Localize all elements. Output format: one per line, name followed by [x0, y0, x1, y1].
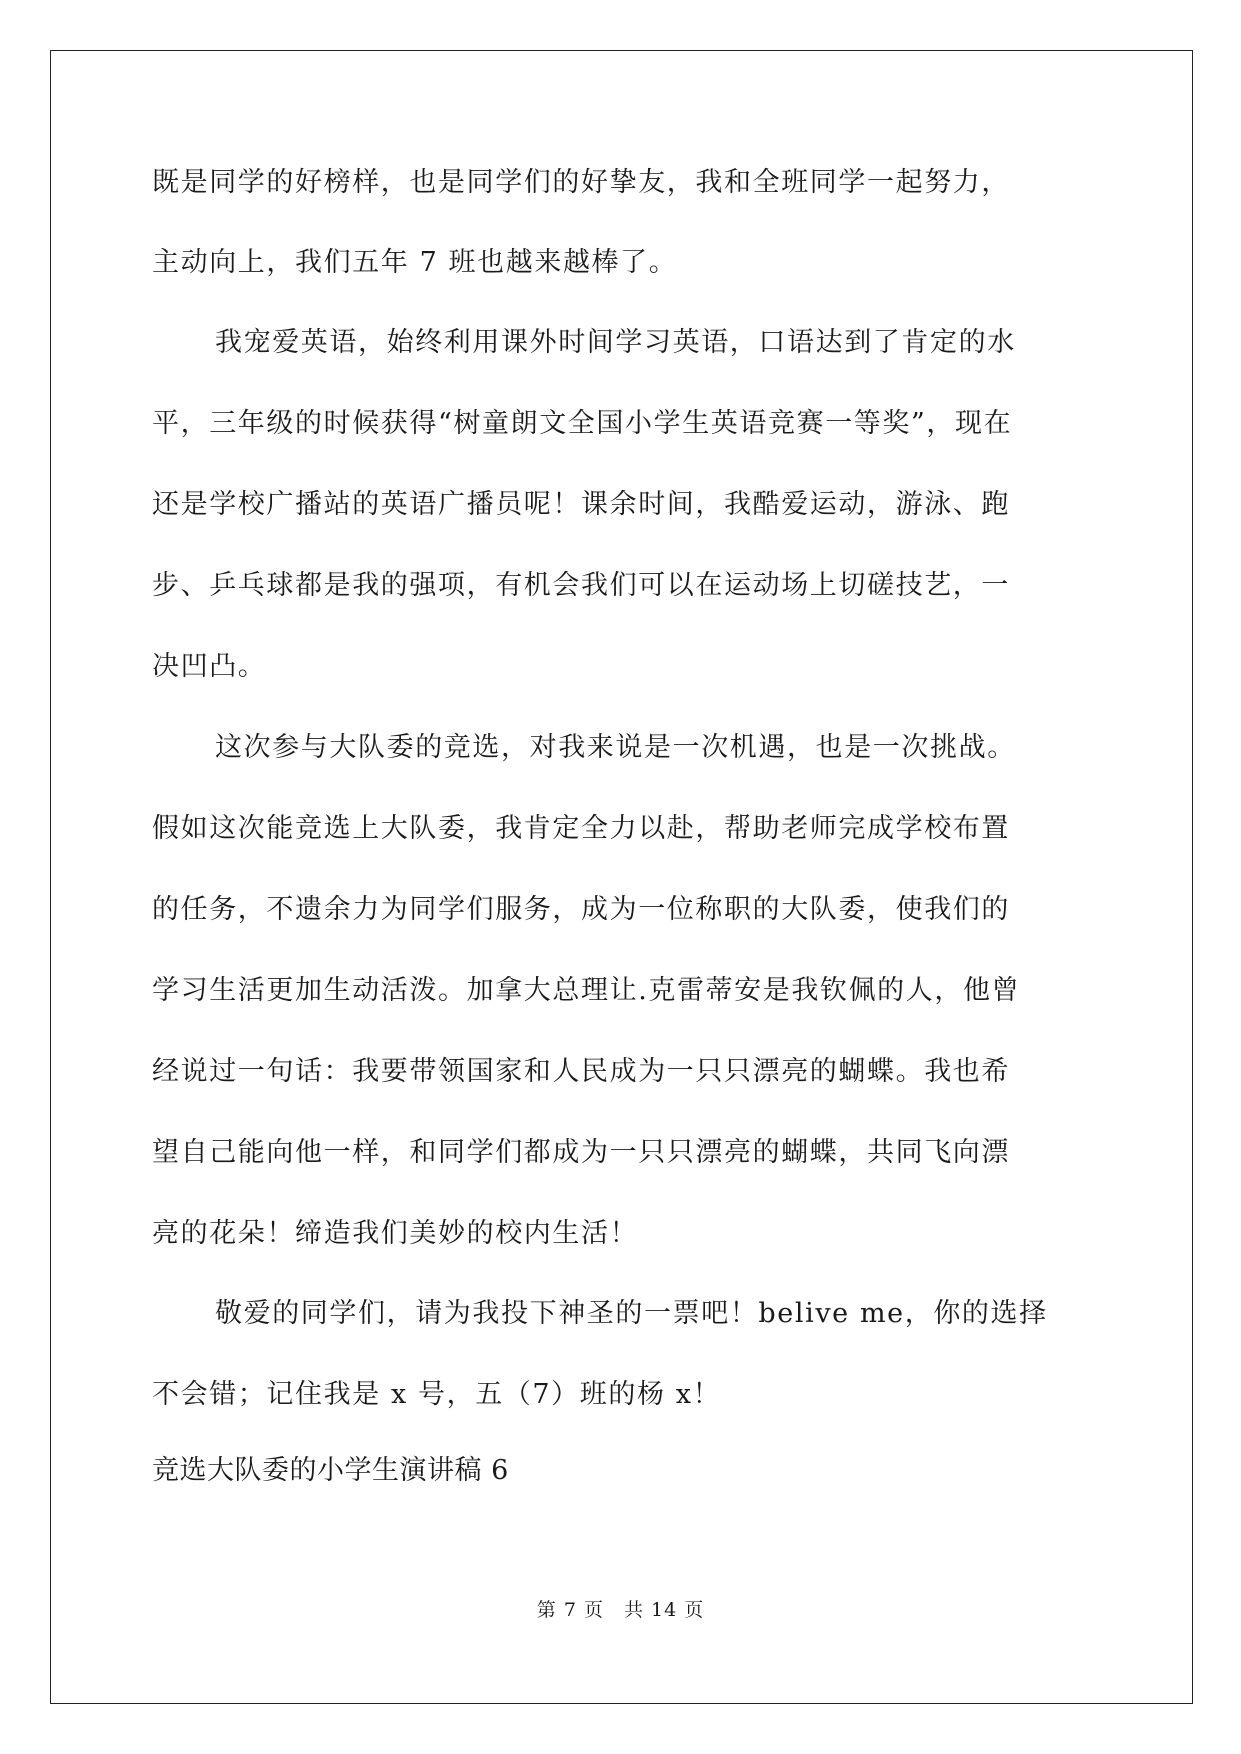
paragraph-line: 的任务，不遗余力为同学们服务，成为一位称职的大队委，使我们的: [152, 894, 1010, 925]
paragraph-line: 假如这次能竞选上大队委，我肯定全力以赴，帮助老师完成学校布置: [152, 813, 1010, 844]
paragraph-line: 经说过一句话：我要带领国家和人民成为一只只漂亮的蝴蝶。我也希: [152, 1056, 1010, 1087]
paragraph-line: 亮的花朵！缔造我们美妙的校内生活！: [152, 1218, 639, 1249]
paragraph-line: 学习生活更加生动活泼。加拿大总理让.克雷蒂安是我钦佩的人，他曾: [152, 975, 1021, 1006]
paragraph-line: 还是学校广播站的英语广播员呢！课余时间，我酷爱运动，游泳、跑: [152, 489, 1010, 520]
paragraph-line: 我宠爱英语，始终利用课外时间学习英语，口语达到了肯定的水: [215, 327, 1016, 358]
paragraph-line: 既是同学的好榜样，也是同学们的好挚友，我和全班同学一起努力，: [152, 167, 1010, 198]
paragraph-line: 望自己能向他一样，和同学们都成为一只只漂亮的蝴蝶，共同飞向漂: [152, 1137, 1010, 1168]
paragraph-line: 决凹凸。: [152, 651, 267, 682]
paragraph-line: 不会错；记住我是 x 号，五（7）班的杨 x！: [152, 1379, 722, 1410]
paragraph-line: 敬爱的同学们，请为我投下神圣的一票吧！belive me，你的选择: [215, 1298, 1048, 1329]
paragraph-line: 平，三年级的时候获得“树童朗文全国小学生英语竞赛一等奖”，现在: [152, 408, 1013, 439]
page-footer: 第 7 页 共 14 页: [536, 1599, 705, 1621]
paragraph-line: 主动向上，我们五年 7 班也越来越棒了。: [152, 247, 678, 278]
section-heading: 竞选大队委的小学生演讲稿 6: [152, 1455, 509, 1486]
paragraph-line: 步、乒乓球都是我的强项，有机会我们可以在运动场上切磋技艺，一: [152, 570, 1010, 601]
paragraph-line: 这次参与大队委的竞选，对我来说是一次机遇，也是一次挑战。: [215, 732, 1016, 763]
